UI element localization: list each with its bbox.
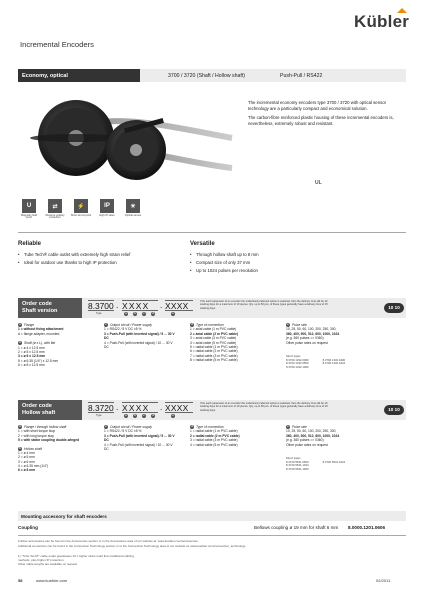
order-code-title: Order code: [22, 402, 52, 409]
option-row: 3 = Push-Pull (with inverted signal) / 5 ... 30 V DC: [104, 331, 175, 341]
marker-c: c: [143, 414, 145, 417]
option-field: X: [122, 403, 128, 413]
stock-item: 8.3720.5631.0500: [286, 459, 309, 464]
separator: .: [116, 300, 119, 310]
accessory-desc: Bellows coupling ø 19 mm for shaft 6 mm: [254, 525, 339, 530]
logo-triangle-icon: [397, 8, 407, 13]
option-row: 6 = ø 8 x 12.5 mm: [18, 363, 45, 367]
reliable-list: [18, 252, 186, 268]
page-number: 58: [18, 578, 23, 583]
order-code-shaft-label: [18, 298, 82, 318]
product-label: 3700 / 3720 (Shaft / Hollow shaft): [168, 72, 245, 79]
feature-label: High IP value: [99, 213, 115, 217]
hollow-col-pulse: [286, 425, 404, 472]
option-row: 5 = ø 6.35 (1/4") x 12.5 mm: [18, 358, 59, 363]
option-row: 5 = with stator coupling double-winged: [18, 438, 80, 443]
delivery-note: If for each parameter of an encoder the underlined preferred option is selected, then the delivery time will be 10 working days for a maximum of 10 pieces. Qty. up to 50 pcs. of these types generally have a delivery time of 15 working days.: [200, 402, 328, 412]
option-field: X: [142, 403, 149, 413]
column-title: Pulse rate: [292, 425, 307, 429]
option-row: Other pulse rates on request: [286, 340, 328, 345]
hollow-col-flange: [18, 425, 98, 473]
option-row: 4 = ø 6.35 mm (1/4"): [18, 464, 49, 468]
delivery-note: If for each parameter of an encoder the underlined preferred option is selected, then the delivery time will be 10 working days for a maximum of 10 pieces. Qty. up to 50 pcs. of these types generally have a delivery time of 15 working days.: [200, 300, 328, 310]
column-title: Hollow shaft: [24, 446, 42, 451]
pulse-code-box: [165, 300, 193, 311]
list-item: • Up to 1024 pulses per revolution: [190, 268, 390, 273]
order-code-title: Order code: [22, 300, 52, 307]
marker-e: e: [172, 414, 174, 417]
stock-item: 8.3700.1332.1024: [322, 361, 346, 366]
feature-label: Magnetic field proof: [20, 213, 37, 220]
list-item: • Tube Tech® cable outlet with extremely high strain relief: [18, 252, 186, 257]
marker-a: a: [19, 323, 21, 327]
foot-note: 1) "Tube Tech®" cable outlet guarantees 10 x higher strain relief than traditional cabling.: [18, 554, 135, 558]
option-field: X: [128, 301, 135, 311]
option-markers: [124, 312, 175, 316]
option-row: 360, 400, 500, 512, 600, 1000, 1024: [286, 331, 340, 336]
pulse-field: XXXX: [165, 403, 189, 413]
option-row: 2 = with long torque stop: [18, 433, 55, 438]
product-image: [18, 86, 234, 194]
column-title: Type of connection: [196, 425, 224, 429]
marker-a: a: [125, 312, 127, 315]
foot-note: Other cable lengths are available on request.: [18, 562, 78, 566]
feature-optical-sensor: [122, 199, 144, 217]
option-row: (e.g. 360 pulses => 0360): [286, 438, 324, 443]
option-row: 360, 400, 500, 512, 600, 1000, 1024: [286, 433, 340, 438]
ul-certification-icon: UL: [315, 180, 322, 186]
column-title: Flange: [24, 323, 35, 327]
column-title: Shaft (ø x L), with flat: [24, 341, 56, 346]
type-caption: Type: [96, 414, 102, 417]
stock-item: 8.3700.1332.1000: [286, 365, 309, 370]
delivery-badge-icon: 10 10: [384, 405, 404, 415]
marker-a: a: [19, 425, 21, 429]
marker-b: b: [19, 341, 21, 345]
option-field: X: [128, 403, 135, 413]
separator: .: [160, 402, 163, 412]
option-row: 3 = Push-Pull (with inverted signal) / 5 ... 30 V DC: [104, 433, 175, 443]
option-field: X: [135, 403, 142, 413]
intro-text: [248, 100, 408, 130]
column-title: Pulse rate: [292, 323, 307, 327]
option-field: X: [122, 301, 128, 311]
feature-label: Optical sensor: [124, 213, 142, 217]
option-row: 1 = RS422 / 5 V DC ±5 %: [104, 327, 142, 332]
pulse-field: XXXX: [165, 301, 189, 311]
accessory-order-no: 8.0000.1201.0606: [348, 525, 386, 530]
option-row: 1 = RS422 / 5 V DC ±5 %: [104, 429, 142, 434]
feature-ip-rating: [96, 199, 118, 217]
order-code-subtitle: Hollow shaft: [22, 409, 56, 416]
ip-rating-icon: IP: [100, 199, 114, 213]
hollow-col-output: [104, 425, 178, 451]
option-row: 1 = with short torque stop: [18, 429, 56, 434]
stock-title: Stock types: [286, 455, 301, 460]
marker-b: b: [19, 446, 21, 450]
column-title: Output circuit / Power supply: [110, 323, 152, 327]
optical-sensor-icon: ☀: [126, 199, 140, 213]
marker-c: c: [105, 323, 107, 327]
marker-e: e: [172, 312, 174, 315]
stock-title: Stock types: [286, 353, 301, 358]
marker-d: d: [191, 425, 193, 429]
option-row: 4 = radial cable (5 m PVC cable): [190, 442, 238, 447]
versatile-title: Versatile: [190, 241, 215, 247]
pulse-code-box: [165, 402, 193, 413]
option-row: Other pulse rates on request: [286, 442, 328, 447]
option-row: 3 = radial cable (3 m PVC cable): [190, 438, 238, 443]
foot-note: Further accessories can be found in the Accessories section or in the Accessories area of our website at: www.kuebler.com/accessories.: [18, 539, 199, 543]
option-row: 4 = axial cable (5 m PVC cable): [190, 340, 237, 345]
versatile-list: [190, 252, 390, 275]
option-markers: [124, 414, 175, 418]
option-row: 4 = Push-Pull (with inverted signal) / 10 ... 30 V DC: [104, 340, 173, 349]
type-code-box: [88, 300, 114, 311]
column-title: Type of connection: [196, 323, 224, 327]
option-code-box: [122, 300, 158, 311]
option-row: 10, 25, 50, 60, 100, 200, 250, 300,: [286, 327, 337, 332]
delivery-badge-icon: 10 10: [384, 303, 404, 313]
option-row: 10, 25, 50, 60, 100, 200, 250, 300,: [286, 429, 337, 434]
column-title: Flange / through hollow shaft: [24, 425, 67, 429]
feature-magnet: [18, 199, 40, 220]
shaft-col-flange: [18, 323, 90, 367]
column-title: Output circuit / Power supply: [110, 425, 152, 429]
hollow-col-connection: [190, 425, 268, 447]
option-row: 6 = ø 8 mm: [18, 468, 36, 473]
stock-item: 8.3700.1332.0500: [286, 361, 309, 366]
option-row: 3 = ø 6 mm: [18, 459, 35, 464]
option-row: (e.g. 360 pulses => 0360): [286, 336, 324, 341]
feature-short-circuit: [70, 199, 92, 217]
list-item: • Compact size of only 37 mm: [190, 260, 390, 265]
stock-item: 8.3720.5631.1000: [286, 467, 309, 472]
type-code-box: [88, 402, 114, 413]
order-code-subtitle: Shaft version: [22, 307, 58, 314]
option-field: X: [142, 301, 149, 311]
option-row: 1 = ø 4 x 12.5 mm: [18, 345, 45, 350]
stock-item: 8.3720.5631.1024: [322, 459, 346, 464]
stock-item: 8.3720.5631.1024: [286, 463, 309, 468]
option-row: 1 = without fixing attachment: [18, 327, 64, 332]
intro-paragraph-1: The incremental economy encoders type 3700 / 3720 with optical sensor technology are a particularly compact and economical solution.: [248, 100, 387, 111]
accessory-row: [18, 525, 406, 534]
marker-b: b: [134, 414, 136, 417]
option-row: 3 = ø 6 x 12.5 mm: [18, 354, 46, 359]
feature-label: Reverse polarity protection: [45, 213, 65, 220]
option-row: 8 = radial cable (5 m PVC cable): [190, 358, 238, 362]
foot-note: methods, plus higher IP protection.: [18, 558, 65, 562]
order-code-hollow-label: [18, 400, 82, 420]
option-row: 2 = axial cable (2 m PVC cable): [190, 331, 239, 336]
stock-item: 8.3700.1332.0360: [286, 357, 309, 362]
separator: .: [116, 402, 119, 412]
option-row: 2 = ø 5 mm: [18, 455, 35, 460]
feature-reverse-polarity: [44, 199, 66, 220]
marker-e: e: [287, 425, 289, 429]
shaft-col-output: [104, 323, 178, 349]
foot-note: Additional connectors can be found in the Connection Technology section or in the Connection Technology area of our website at: www.kuebler.com/connection_technology.: [18, 544, 246, 548]
marker-c: c: [143, 312, 145, 315]
option-row: 7 = radial cable (3 m PVC cable): [190, 353, 238, 358]
option-row: 2 = ø 5 x 12.5 mm: [18, 349, 45, 354]
option-row: 2 = radial cable (2 m PVC cable): [190, 433, 240, 438]
short-circuit-icon: ⚡: [74, 199, 88, 213]
marker-e: e: [287, 323, 289, 327]
intro-paragraph-2: The carbon-fibre reinforced plastic housing of these incremental encoders is, nevertheless, extremely robust and resistant.: [248, 115, 394, 126]
accessory-item: Coupling: [18, 525, 38, 530]
option-code-box: [122, 402, 158, 413]
list-item: • Through hollow shaft up to 8 mm: [190, 252, 390, 257]
type-code: 8.3700: [88, 301, 114, 311]
option-row: 3 = axial cable (3 m PVC cable): [190, 336, 237, 341]
marker-d: d: [191, 323, 193, 327]
list-item: • Ideal for outdoor use thanks to high IP protection: [18, 260, 186, 265]
option-row: A = flange adapter, mounted: [18, 331, 60, 336]
divider: [18, 232, 406, 233]
divider: [18, 535, 406, 536]
website-link[interactable]: www.kuebler.com: [36, 578, 68, 583]
option-field: X: [135, 301, 142, 311]
magnet-icon: U: [22, 199, 36, 213]
shaft-col-pulse: [286, 323, 404, 370]
category-label: Economy, optical: [18, 69, 140, 82]
option-row: 6 = radial cable (2 m PVC cable): [190, 349, 238, 354]
option-row: 4 = Push-Pull (with inverted signal) / 10 ... 30 V DC: [104, 442, 173, 451]
type-caption: Type: [96, 312, 102, 315]
marker-b: b: [134, 312, 136, 315]
stock-item: 8.3700.1332.0400: [322, 357, 346, 362]
page-title: Incremental Encoders: [20, 40, 94, 49]
marker-d: d: [152, 414, 154, 417]
reliable-title: Reliable: [18, 241, 42, 247]
type-code: 8.3720: [88, 403, 114, 413]
marker-a: a: [125, 414, 127, 417]
marker-c: c: [105, 425, 107, 429]
accessory-header: Mounting accessory for shaft encoders: [18, 511, 406, 521]
option-row: 1 = ø 4 mm: [18, 450, 35, 455]
brand-logo: Kübler: [354, 12, 410, 31]
option-row: 1 = axial cable (1 m PVC cable): [190, 327, 237, 332]
feature-label: Short-circuit proof: [70, 213, 92, 217]
option-row: 1 = radial cable (1 m PVC cable): [190, 429, 238, 434]
separator: .: [160, 300, 163, 310]
edition-date: 02/2011: [376, 578, 391, 583]
shaft-col-connection: [190, 323, 268, 362]
reverse-polarity-icon: ⇄: [48, 199, 62, 213]
option-row: 5 = radial cable (1 m PVC cable): [190, 344, 238, 349]
interface-label: Push-Pull / RS422: [280, 72, 323, 79]
marker-d: d: [152, 312, 154, 315]
